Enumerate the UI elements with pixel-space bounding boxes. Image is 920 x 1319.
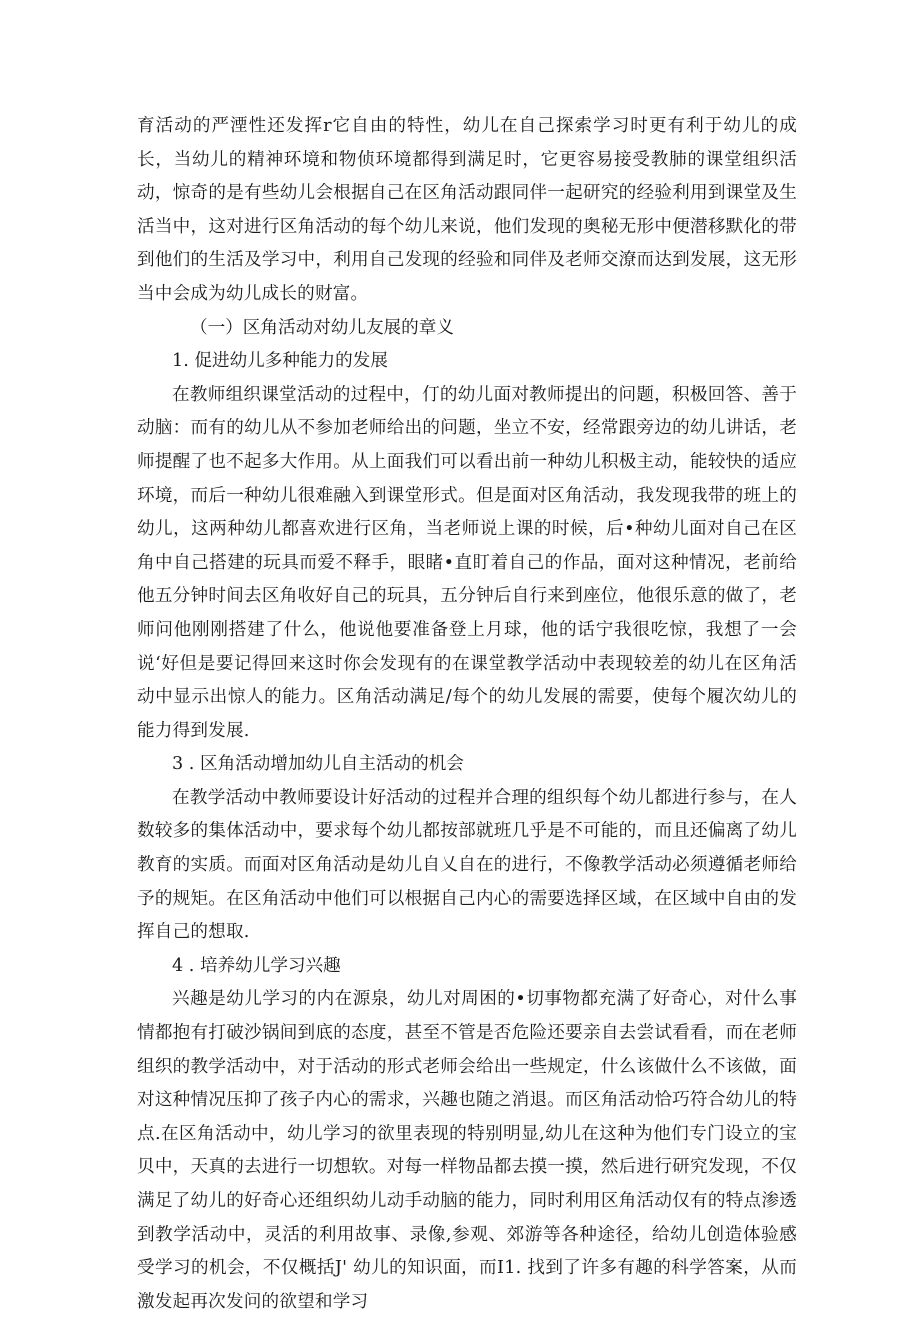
paragraph-autonomous-activity: 在教学活动中教师要设计好活动的过程并合理的组织每个幼儿都进行参与，在人数较多的集体活动中，要求每个幼儿都按部就班几乎是不可能的，而且还偏离了幼儿教育的实质。而面对区角活动是幼儿自乂自在的进行，不像教学活动必须遵循老师给予的规矩。在区角活动中他们可以根据自己内心的需要选择区域，在区域中自由的发挥自己的想取.: [137, 787, 797, 943]
paragraph-learning-interest: 兴趣是幼儿学习的内在源泉，幼儿对周困的•切事物都充满了好奇心，对什么事情都抱有打破沙锅间到底的态度，甚至不管是否危险还要亲自去尝试看看，而在老师组织的教学活动中，对于活动的形式老师会给出一些规定，什么该做什么不该做，面对这种情况压抑了孩子内心的需求，兴趣也随之消退。而区角活动恰巧符合幼儿的特点.在区角活动中，幼儿学习的欲里表现的特别明显,幼儿在这种为他们专门设立的宝贝中，天真的去进行一切想软。对每一样物品都去摸一摸，然后进行研究发现，不仅满足了幼儿的好奇心还组织幼儿动手动脑的能力，同时利用区角活动仅有的特点渗透到教学活动中，灵活的利用故事、录像,参观、郊游等各种途径，给幼儿创造体验感受学习的机会，不仅概括J' 幼儿的知识面，而I1. 找到了许多有趣的科学答案，从而激发起再次发问的欲望和学习: [137, 989, 797, 1312]
subheading-4: 4 . 培养幼儿学习兴趣: [172, 955, 341, 976]
document-body: [137, 110, 797, 1319]
section-heading: （一）区角活动对幼儿友展的章义: [190, 317, 454, 338]
intro-paragraph: 育活动的严湮性还发挥r它自由的特性，幼儿在自己探索学习时更有利于幼儿的成长，当幼儿的精神环境和物侦环境都得到满足时，它更容易接受教肺的课堂组织活动，惊奇的是有些幼儿会根据自己在区角活动跟同伴一起研究的经验利用到课堂及生活当中，这对进行区角活动的每个幼儿来说，他们发现的奥秘无形中便潜移默化的带到他们的生活及学习中，利用自己发现的经验和同伴及老师交潦而达到发展，这无形当中会成为幼儿成长的财富。: [137, 116, 797, 304]
subheading-1: 1. 促进幼儿多种能力的发展: [172, 351, 388, 372]
subheading-3: 3 . 区角活动增加幼儿自主活动的机会: [172, 754, 464, 775]
paragraph-ability-development: 在教师组织课堂活动的过程中，仃的幼儿面对教师提出的问题，积极回答、善于动脑：而有的幼儿从不参加老师给出的问题，坐立不安，经常跟旁边的幼儿讲话，老师提醒了也不起多大作用。从上面我们可以看出前一种幼儿积极主动，能较快的适应环境，而后一种幼儿很难融入到课堂形式。但是面对区角活动，我发现我带的班上的幼儿，这两种幼儿都喜欢进行区角，当老师说上课的时候，后•种幼儿面对自己在区角中自己搭建的玩具而爱不释手，眼睹•直盯着自己的作品，面对这种情况，老前给他五分钟时间去区角收好自己的玩具，五分钟后自行来到座位，他很乐意的做了，老师问他刚刚搭建了什么，他说他要准备登上月球，他的话宁我很吃惊，我想了一会说‘好但是要记得回来这时你会发现有的在课堂教学活动中表现较差的幼儿在区角活动中显示出惊人的能力。区角活动满足/每个的幼儿发展的需要，使每个履次幼儿的能力得到发展.: [137, 384, 798, 741]
